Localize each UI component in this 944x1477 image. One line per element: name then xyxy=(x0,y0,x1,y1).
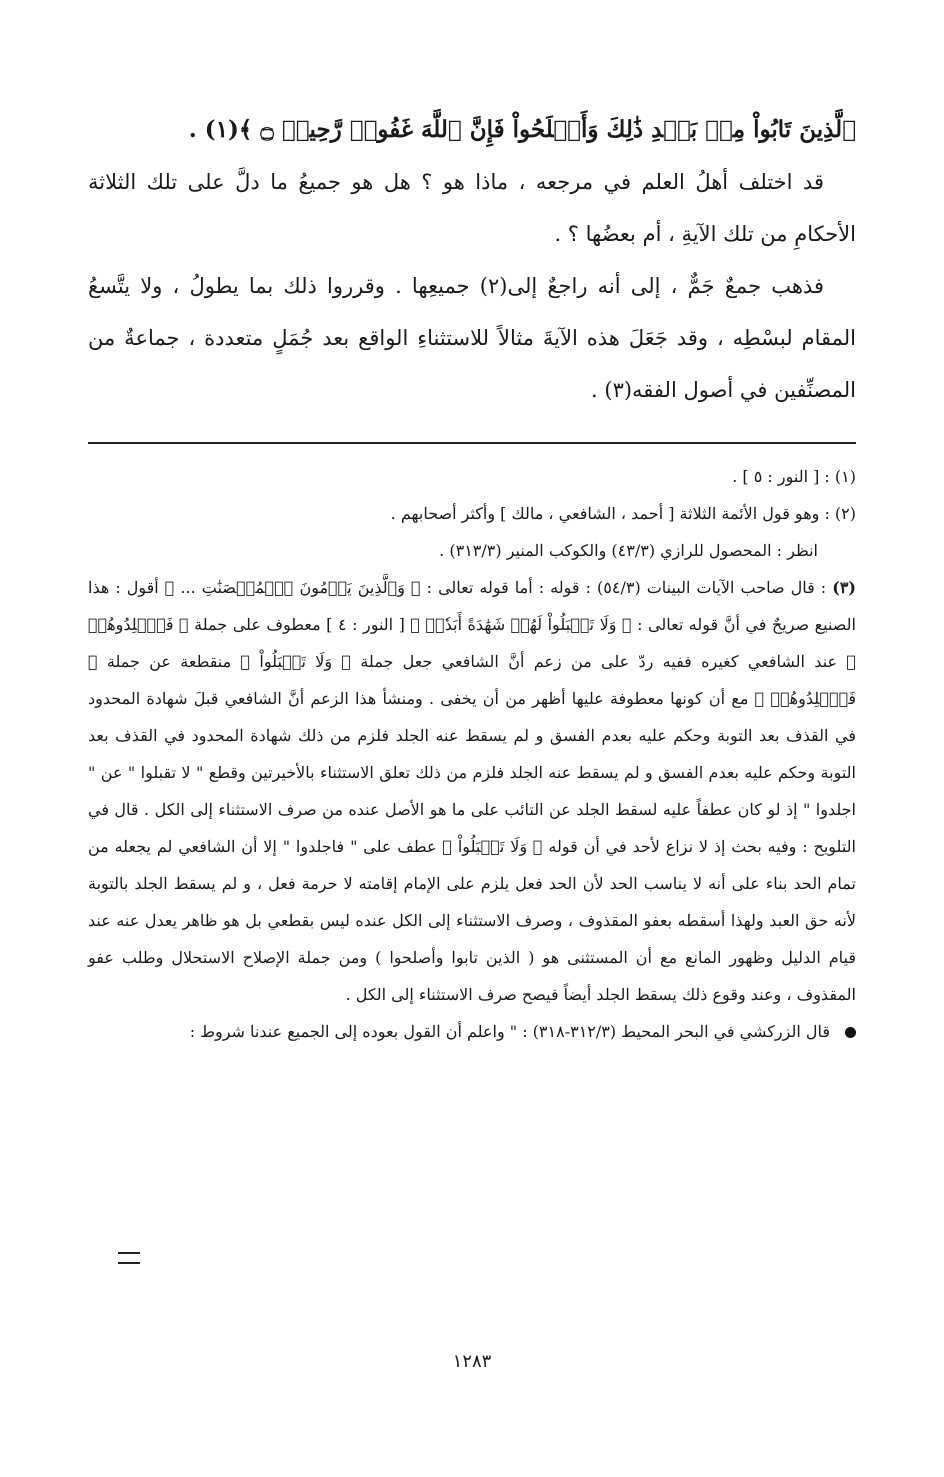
main-text xyxy=(88,104,856,416)
footnote-3-number: (٣) xyxy=(832,578,856,597)
page-number: ١٢٨٣ xyxy=(452,1351,492,1372)
continuation-mark-icon xyxy=(118,1252,140,1264)
paragraph-2: فذهب جمعٌ جَمٌّ ، إلى أنه راجعٌ إلى(٢) جميعِها . وقرروا ذلك بما يطولُ ، ولا يتَّسعُ المقام لبسْطِه ، وقد جَعَلَ هذه الآيةَ مثالاً للاستثناءِ الواقع بعد جُمَلٍ متعددة ، جماعةٌ من المصنِّفين في أصول الفقه(٣) . xyxy=(88,274,856,402)
bullet-text: قال الزركشي في البحر المحيط (٣١٢/٣-٣١٨) : " واعلم أن القول بعوده إلى الجميع عندنا شروط : xyxy=(189,1022,830,1041)
footnotes xyxy=(88,458,856,1050)
footnote-2-continuation: انظر : المحصول للرازي (٤٣/٣) والكوكب المنير (٣١٣/٣) . xyxy=(439,541,818,560)
paragraph-1: قد اختلف أهلُ العلم في مرجعه ، ماذا هو ؟ هل هو جميعُ ما دلَّ على تلك الثلاثة الأحكامِ من تلك الآيةِ ، أم بعضُها ؟ . xyxy=(88,170,856,246)
quran-verse: ٱلَّذِينَ تَابُواْ مِنۢ بَعۡدِ ذَٰلِكَ وَأَصۡلَحُواْ فَإِنَّ ٱللَّهَ غَفُورٞ رَّحِيمٞ ۝ ﴾(١) . xyxy=(188,116,856,143)
footnote-separator xyxy=(88,442,856,444)
footnote-3 xyxy=(88,569,856,1013)
footnote-1: (١) : [ النور : ٥ ] . xyxy=(732,467,856,486)
footnote-3-text: : قال صاحب الآيات البينات (٥٤/٣) : قوله : أما قوله تعالى : ﴿ وَٱلَّذِينَ يَرۡمُونَ ٱلۡمُحۡصَنَٰتِ ... ﴾ أقول : هذا الصنيع صريحٌ في أنَّ قوله تعالى : ﴿ وَلَا تَقۡبَلُواْ لَهُمۡ شَهَٰدَةً أَبَدٗاۚ ﴾ [ النور : ٤ ] معطوف على جملة ﴿ فَٱجۡلِدُوهُمۡ ﴾ عند الشافعي كغيره ففيه ردّ على من زعم أنَّ الشافعي جعل جملة ﴿ وَلَا تَقۡبَلُواْ ﴾ منقطعة عن جملة ﴿ فَٱجۡلِدُوهُمۡ ﴾ مع أن كونها معطوفة عليها أظهر من أن يخفى . ومنشأ هذا الزعم أنَّ الشافعي قبلَ شهادة المحدود في القذف بعد التوبة وحكم عليه بعدم الفسق و لم يسقط عنه الجلد فلزم من ذلك شهادة المحدود في القذف بعد التوبة وحكم عليه بعدم الفسق و لم يسقط عنه الجلد فلزم من ذلك تعلق الاستثناء بالأخيرتين وقطع " لا تقبلوا " عن " اجلدوا " إذ لو كان عطفاً عليه لسقط الجلد عن التائب على ما هو الأصل عنده من صرف الاستثناء إلى الكل . قال في التلويح : وفيه بحث إذ لا نزاع لأحد في أن قوله ﴿ وَلَا تَقۡبَلُواْ ﴾ عطف على " فاجلدوا " إلا أن الشافعي لم يجعله من تمام الحد بناء على أنه لا يناسب الحد لأن الحد فعل يلزم على الإمام إقامته لا حرمة فعل ، و لم يسقط الجلد بالتوبة لأنه حق العبد ولهذا أسقطه بعفو المقذوف ، وصرف الاستثناء إلى الكل عنده ليس بقطعي بل هو ظاهر يعدل عنه عند قيام الدليل وظهور المانع مع أن المستثنى هو ( الذين تابوا وأصلحوا ) ومن جملة الإصلاح الاستحلال وطلب عفو المقذوف ، وعند وقوع ذلك يسقط الجلد أيضاً فيصح صرف الاستثناء إلى الكل . xyxy=(88,578,857,1004)
bullet-item xyxy=(88,1013,856,1050)
bullet-icon xyxy=(845,1027,856,1038)
footnote-2: (٢) : وهو قول الأئمة الثلاثة [ أحمد ، الشافعي ، مالك ] وأكثر أصحابهم . xyxy=(390,504,856,523)
